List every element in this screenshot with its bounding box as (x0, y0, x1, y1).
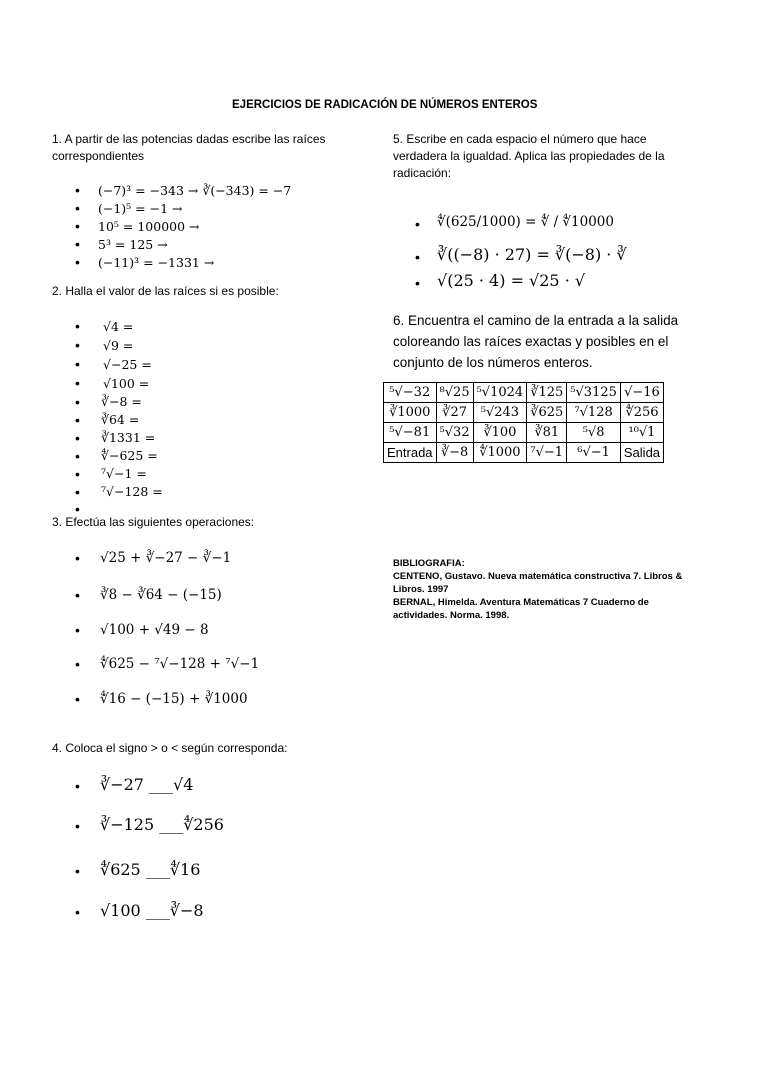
list-item: ∜16 − (−15) + ∛1000 (100, 691, 248, 707)
bullet: • (75, 337, 80, 353)
entrance-cell: Entrada (384, 443, 437, 463)
bullet: • (75, 818, 80, 834)
bullet: • (75, 622, 80, 638)
list-item: √100 + √49 − 8 (100, 622, 209, 638)
bullet: • (75, 254, 80, 270)
list-item: √100 = (103, 376, 150, 391)
bullet: • (75, 778, 80, 794)
bullet: • (75, 430, 80, 446)
table-cell[interactable]: ∜256 (620, 403, 663, 423)
table-cell[interactable]: ⁵√1024 (473, 383, 527, 403)
table-cell[interactable]: ∛27 (436, 403, 473, 423)
list-item: 10⁵ = 100000 → (98, 219, 200, 234)
bullet: • (75, 356, 80, 372)
list-item: √−25 = (103, 357, 152, 372)
list-item: ∛−27 ___√4 (100, 775, 194, 794)
list-item: √4 = (103, 319, 134, 334)
list-item: ∛64 = (101, 412, 140, 427)
table-cell[interactable]: ∛125 (527, 383, 567, 403)
list-item: ⁷√−128 = (101, 484, 163, 499)
bullet: • (75, 691, 80, 707)
table-cell[interactable]: ∛−8 (436, 443, 473, 463)
table-cell[interactable]: ∛1000 (384, 403, 437, 423)
table-row (384, 383, 664, 403)
list-item: ∜625 ___∜16 (100, 860, 201, 879)
bullet: • (415, 216, 420, 232)
bullet: • (75, 375, 80, 391)
exercise-1-prompt: 1. A partir de las potencias dadas escribe las raíces correspondientes (52, 132, 326, 163)
table-cell[interactable]: ⁵√32 (436, 423, 473, 443)
bullet: • (75, 394, 80, 410)
table-cell[interactable]: ∛625 (527, 403, 567, 423)
bibliography-entry: CENTENO, Gustavo. Nueva matemática constructiva 7. Libros & Libros. 1997 (393, 571, 683, 595)
bullet: • (415, 275, 420, 291)
list-item: ∛((−8) · 27) = ∛(−8) · ∛ (437, 245, 627, 264)
bullet: • (415, 249, 420, 265)
maze-table (383, 382, 664, 463)
list-item: √(25 · 4) = √25 · √ (437, 271, 586, 290)
list-item: (−11)³ = −1331 → (98, 255, 215, 270)
bullet: • (75, 466, 80, 482)
list-item: ∜625 − ⁷√−128 + ⁷√−1 (100, 656, 260, 672)
list-item: ∛1331 = (101, 430, 156, 445)
list-item: ∛−8 = (101, 394, 142, 409)
bullet: • (75, 448, 80, 464)
page-title: EJERCICIOS DE RADICACIÓN DE NÚMEROS ENTEROS (232, 99, 538, 111)
bullet: • (75, 501, 80, 517)
table-cell[interactable]: ⁶√−1 (567, 443, 621, 463)
table-cell[interactable]: ⁵√−32 (384, 383, 437, 403)
table-cell[interactable]: ∜1000 (473, 443, 527, 463)
list-item: √9 = (103, 338, 134, 353)
bullet: • (75, 318, 80, 334)
bullet: • (75, 218, 80, 234)
table-cell[interactable]: ⁸√25 (436, 383, 473, 403)
table-cell[interactable]: ⁷√−1 (527, 443, 567, 463)
bullet: • (75, 904, 80, 920)
bullet: • (75, 484, 80, 500)
bullet: • (75, 236, 80, 252)
bullet: • (75, 200, 80, 216)
table-cell[interactable]: ⁵√8 (567, 423, 621, 443)
bullet: • (75, 656, 80, 672)
list-item: (−1)⁵ = −1 → (98, 201, 183, 216)
list-item: 5³ = 125 → (98, 237, 168, 252)
list-item: √25 + ∛−27 − ∛−1 (100, 550, 232, 566)
exercise-6-prompt: 6. Encuentra el camino de la entrada a la salida coloreando las raíces exactas y posibles en el conjunto de los números enteros. (393, 313, 679, 370)
exercise-3-prompt: 3. Efectúa las siguientes operaciones: (52, 515, 255, 529)
table-cell[interactable]: ⁵√3125 (567, 383, 621, 403)
exit-cell: Salida (620, 443, 663, 463)
list-item: ∜(625/1000) = ∜ / ∜10000 (437, 214, 614, 230)
table-cell[interactable]: ⁵√−81 (384, 423, 437, 443)
list-item: ∜−625 = (101, 448, 158, 463)
bibliography-heading: BIBLIOGRAFIA: (393, 558, 465, 569)
list-item: ∛−125 ___∜256 (100, 815, 224, 834)
exercise-4-prompt: 4. Coloca el signo > o < según corresponda: (52, 741, 288, 755)
bullet: • (75, 863, 80, 879)
table-cell[interactable]: ⁷√128 (567, 403, 621, 423)
table-cell[interactable]: ¹⁰√1 (620, 423, 663, 443)
list-item: ∛8 − ∛64 − (−15) (100, 587, 222, 603)
bullet: • (75, 550, 80, 566)
table-cell[interactable]: ∛100 (473, 423, 527, 443)
table-row (384, 443, 664, 463)
table-cell[interactable]: ⁵√243 (473, 403, 527, 423)
table-row (384, 423, 664, 443)
bullet: • (75, 587, 80, 603)
bibliography-entry: BERNAL, Himelda. Aventura Matemáticas 7 Cuaderno de actividades. Norma. 1998. (393, 597, 649, 621)
list-item: (−7)³ = −343 → ∛(−343) = −7 (98, 183, 292, 198)
bibliography (393, 557, 703, 622)
bullet: • (75, 182, 80, 198)
bullet: • (75, 412, 80, 428)
exercise-5-prompt: 5. Escribe en cada espacio el número que hace verdadera la igualdad. Aplica las propiedades de la radicación: (393, 132, 665, 180)
list-item: √100 ___∛−8 (100, 901, 204, 920)
table-row (384, 403, 664, 423)
table-cell[interactable]: √−16 (620, 383, 663, 403)
exercise-2-prompt: 2. Halla el valor de las raíces si es posible: (52, 284, 279, 298)
table-cell[interactable]: ∛81 (527, 423, 567, 443)
list-item: ⁷√−1 = (101, 466, 147, 481)
